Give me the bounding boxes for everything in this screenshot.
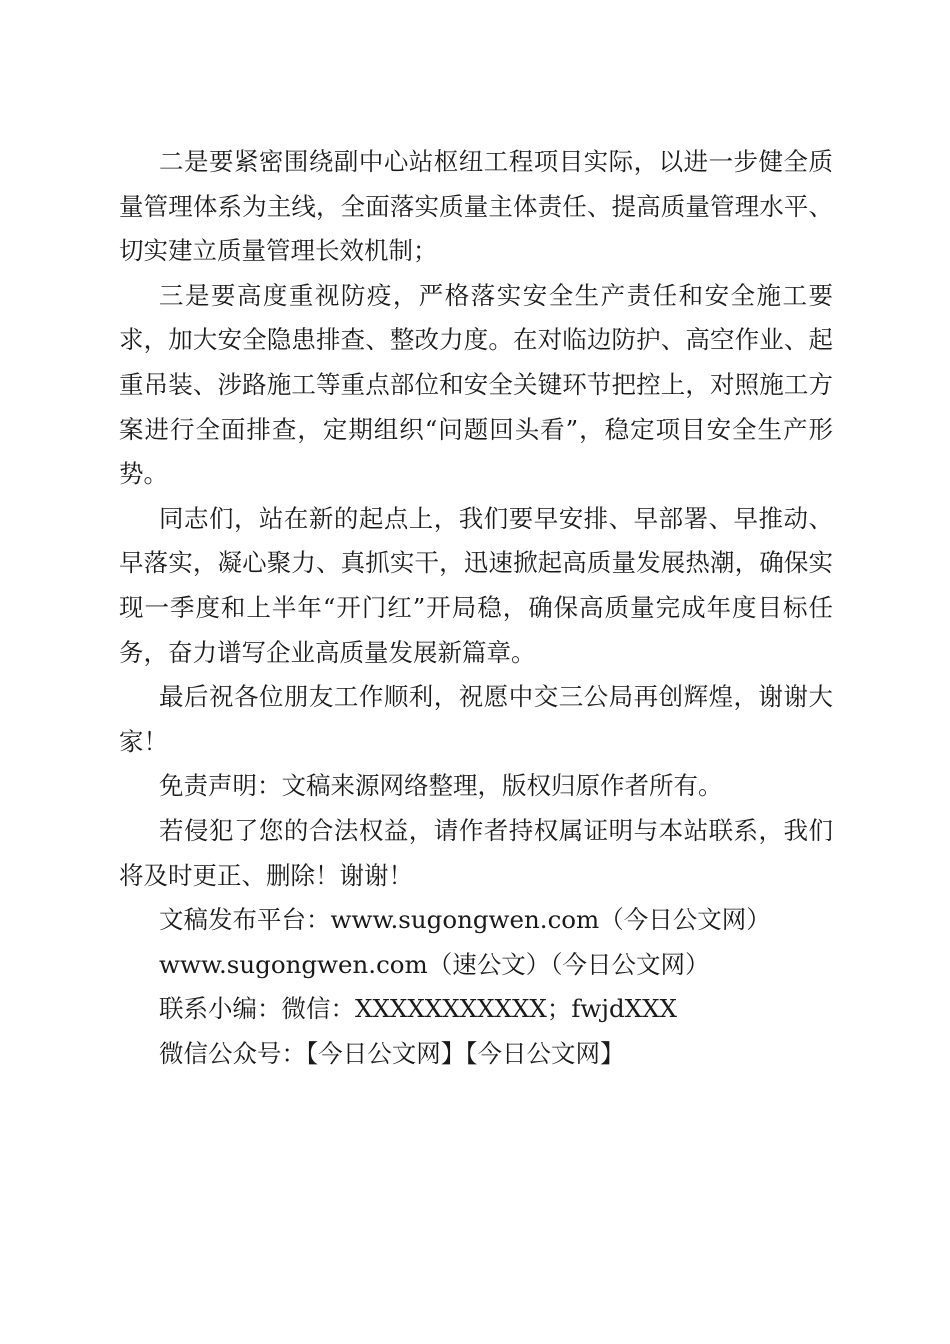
footer-publish-platform: 文稿发布平台：www.sugongwen.com（今日公文网） xyxy=(159,905,771,935)
paragraph-safety-production: 三是要高度重视防疫，严格落实安全生产责任和安全施工要求，加大安全隐患排查、整改力度。在对临边防护、高空作业、起重吊装、涉路施工等重点部位和安全关键环节把控上，对照施工方案进行全面排查，定期组织“问题回头看”，稳定项目安全生产形势。 xyxy=(119,280,833,489)
paragraph-infringement-notice: 若侵犯了您的合法权益，请作者持权属证明与本站联系，我们将及时更正、删除！谢谢！ xyxy=(119,815,833,890)
document-body xyxy=(119,140,833,1076)
footer-wechat-account: 微信公众号：【今日公文网】【今日公文网】 xyxy=(159,1038,625,1068)
paragraph-quality-management: 二是要紧密围绕副中心站枢纽工程项目实际，以进一步健全质量管理体系为主线，全面落实质量主体责任、提高质量管理水平、切实建立质量管理长效机制； xyxy=(119,147,833,266)
footer-contact: 联系小编：微信：XXXXXXXXXXX；fwjdXXX xyxy=(159,994,678,1024)
paragraph-closing-wishes: 最后祝各位朋友工作顺利，祝愿中交三公局再创辉煌，谢谢大家！ xyxy=(119,682,833,756)
paragraph-comrades: 同志们，站在新的起点上，我们要早安排、早部署、早推动、早落实，凝心聚力、真抓实干，迅速掀起高质量发展热潮，确保实现一季度和上半年“开门红”开局稳，确保高质量完成年度目标任务，奋力谱写企业高质量发展新篇章。 xyxy=(119,503,833,667)
paragraph-disclaimer: 免责声明：文稿来源网络整理，版权归原作者所有。 xyxy=(159,771,723,801)
footer-website: www.sugongwen.com（速公文）（今日公文网） xyxy=(159,949,710,979)
